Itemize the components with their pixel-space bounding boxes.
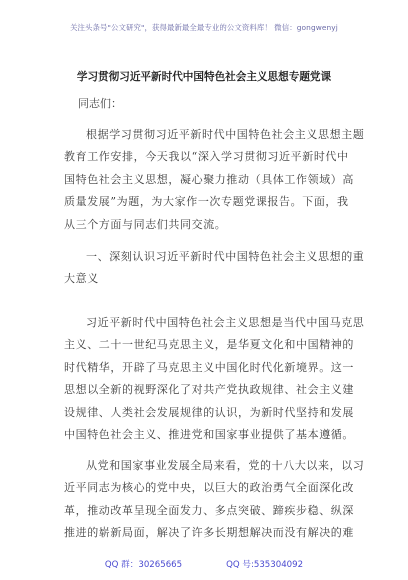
footer-contact: [0, 558, 408, 570]
paragraph-line: 设规律、人类社会发展规律的认识，为新时代坚持和发展: [64, 405, 354, 419]
section-heading-line: 一、深刻认识习近平新时代中国特色社会主义思想的重: [86, 250, 365, 263]
paragraph-line: 从三个方面与同志们共同交流。: [64, 217, 227, 231]
qq-group-number: QQ 群：30265665: [104, 560, 183, 570]
paragraph-line: 习近平新时代中国特色社会主义思想是当代中国马克思: [86, 316, 365, 329]
paragraph-line: 主义、二十一世纪马克思主义，是华夏文化和中国精神的: [64, 338, 354, 352]
paragraph-line: 中国特色社会主义、推进党和国家事业提供了基本遵循。: [64, 427, 354, 441]
section-heading-1: [64, 246, 365, 291]
paragraph-intro: [64, 124, 365, 236]
section-heading-line: 大意义: [64, 272, 99, 286]
paragraph-line: 近平同志为核心的党中央，以巨大的政治勇气全面深化改: [64, 481, 354, 495]
paragraph-line: 教育工作安排，今天我以“深入学习贯彻习近平新时代中: [64, 150, 349, 164]
paragraph-line: 革，推动改革呈现全面发力、多点突破、蹄疾步稳、纵深: [64, 503, 354, 517]
salutation: 同志们：: [78, 97, 122, 110]
paragraph-significance: [64, 312, 365, 446]
header-promo-note: 关注头条号"公文研究"，获得最新最全最专业的公文资料库！ 微信：gongwenyj: [70, 23, 338, 32]
paragraph-line: 国特色社会主义思想，凝心聚力推动（具体工作领域）高: [64, 172, 354, 186]
paragraph-line: 推进的崭新局面，解决了许多长期想解决而没有解决的难: [64, 526, 354, 540]
paragraph-line: 从党和国家事业发展全局来看，党的十八大以来，以习: [86, 459, 365, 472]
paragraph-line: 根据学习贯彻习近平新时代中国特色社会主义思想主题: [86, 128, 365, 141]
document-title: 学习贯彻习近平新时代中国特色社会主义思想专题党课: [76, 71, 332, 83]
paragraph-line: 质量发展”为题，为大家作一次专题党课报告。下面，我: [64, 195, 349, 209]
paragraph-line: 时代精华，开辟了马克思主义中国化时代化新境界。这一: [64, 360, 354, 374]
paragraph-overall-view: [64, 455, 365, 545]
paragraph-line: 思想以全新的视野深化了对共产党执政规律、社会主义建: [64, 383, 354, 397]
qq-account-number: QQ 号:535304092: [226, 560, 304, 570]
